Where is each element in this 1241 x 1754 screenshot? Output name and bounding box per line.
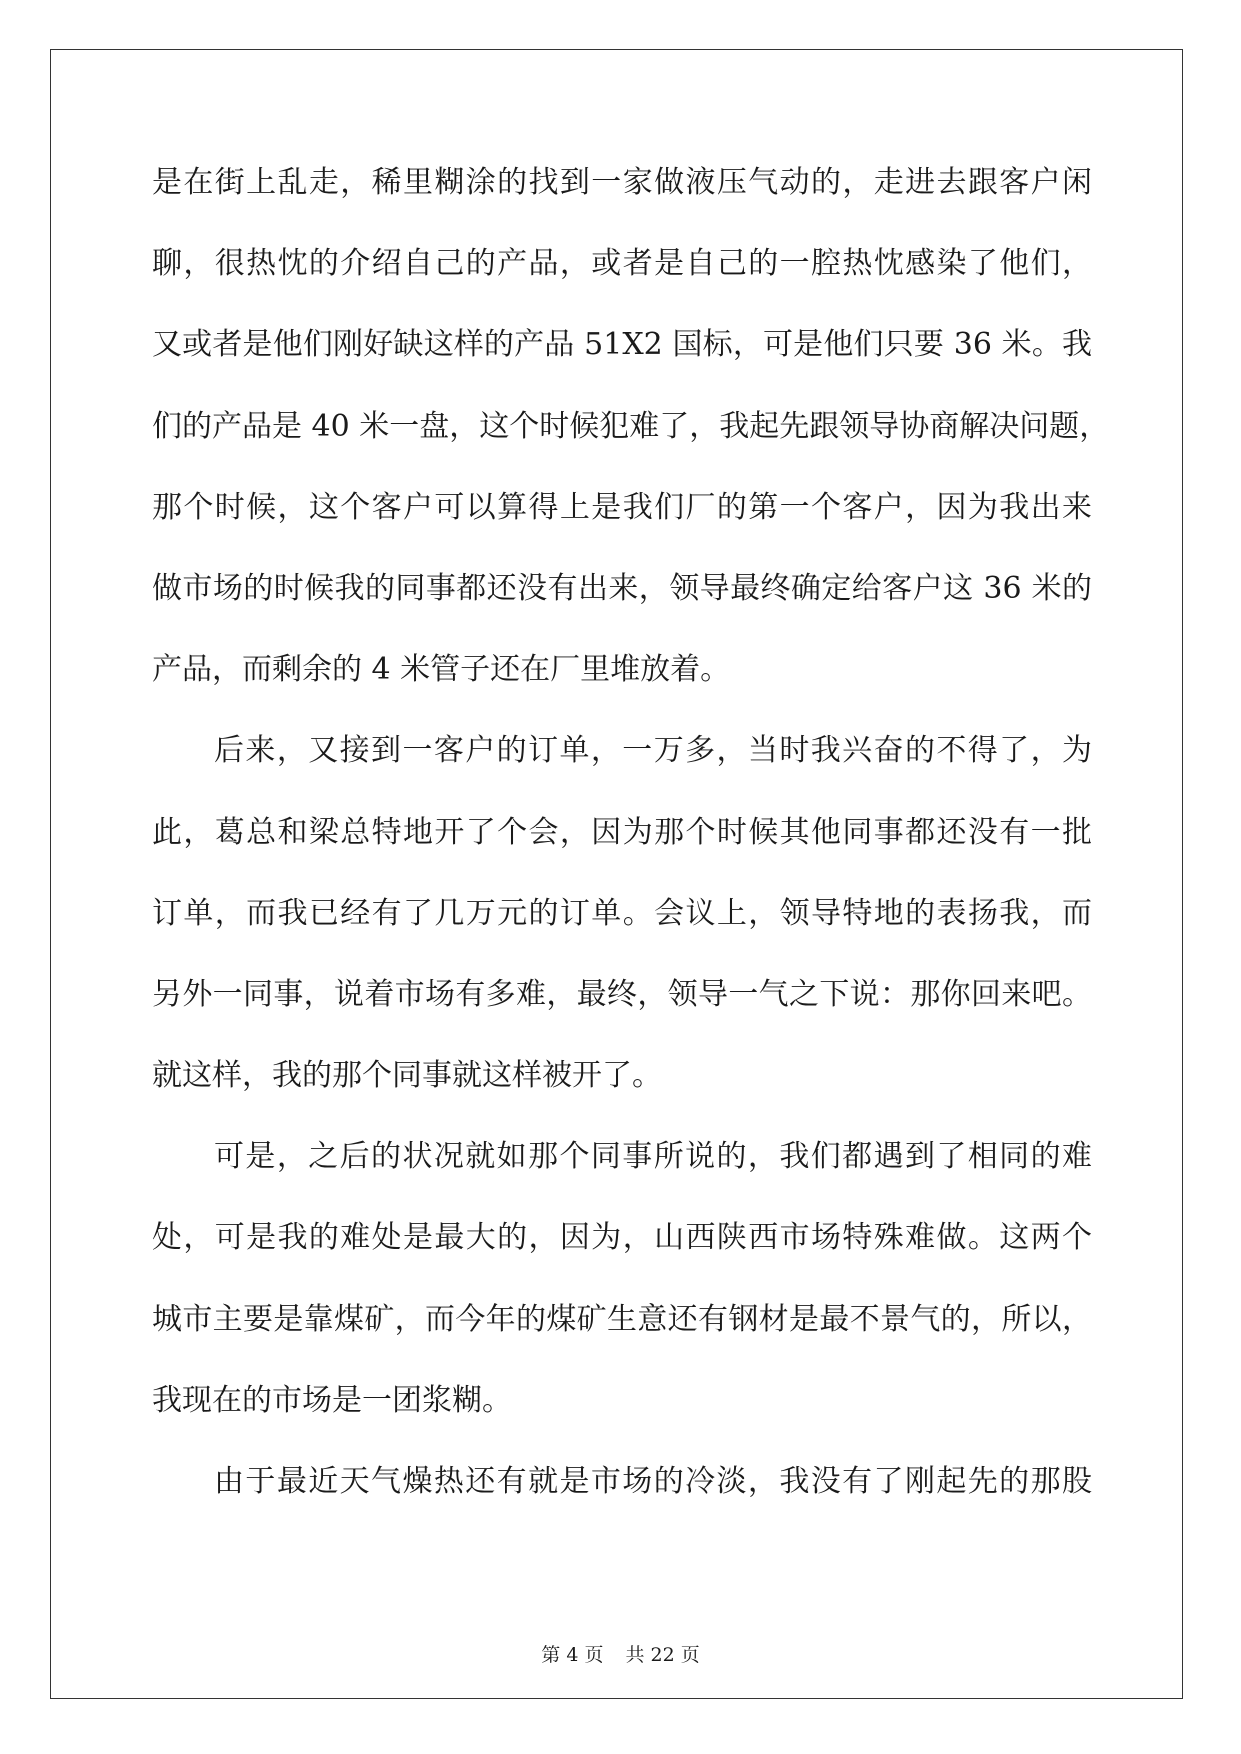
paragraph-start-line: 可是，之后的状况就如那个同事所说的，我们都遇到了相同的难 — [214, 1139, 1092, 1175]
text-line: 就这样，我的那个同事就这样被开了。 — [152, 1058, 662, 1094]
text-line: 处，可是我的难处是最大的，因为，山西陕西市场特殊难做。这两个 — [152, 1220, 1092, 1256]
page-footer — [0, 1640, 1241, 1667]
text-line: 又或者是他们刚好缺这样的产品 51X2 国标，可是他们只要 36 米。我 — [152, 327, 1092, 363]
text-line: 做市场的时候我的同事都还没有出来，领导最终确定给客户这 36 米的 — [152, 570, 1092, 606]
text-line: 聊，很热忱的介绍自己的产品，或者是自己的一腔热忱感染了他们， — [152, 246, 1092, 282]
document-body — [152, 163, 1110, 1543]
page-number: 第 4 页 — [541, 1644, 604, 1666]
text-line: 是在街上乱走，稀里糊涂的找到一家做液压气动的，走进去跟客户闲 — [152, 165, 1092, 200]
page-total: 共 22 页 — [625, 1644, 700, 1666]
text-line: 们的产品是 40 米一盘，这个时候犯难了，我起先跟领导协商解决问题， — [152, 408, 1110, 444]
text-line: 那个时候，这个客户可以算得上是我们厂的第一个客户，因为我出来 — [152, 489, 1092, 525]
text-line: 城市主要是靠煤矿，而今年的煤矿生意还有钢材是最不景气的，所以， — [152, 1301, 1092, 1337]
text-line: 订单，而我已经有了几万元的订单。会议上，领导特地的表扬我，而 — [152, 895, 1092, 931]
text-line: 我现在的市场是一团浆糊。 — [152, 1382, 512, 1418]
paragraph-start-line: 由于最近天气燥热还有就是市场的冷淡，我没有了刚起先的那股 — [214, 1464, 1092, 1499]
paragraph-start-line: 后来，又接到一客户的订单，一万多，当时我兴奋的不得了，为 — [214, 733, 1092, 769]
text-line: 另外一同事，说着市场有多难，最终，领导一气之下说：那你回来吧。 — [152, 976, 1092, 1012]
text-line: 此，葛总和梁总特地开了个会，因为那个时候其他同事都还没有一批 — [152, 814, 1092, 850]
text-line: 产品，而剩余的 4 米管子还在厂里堆放着。 — [152, 652, 731, 688]
